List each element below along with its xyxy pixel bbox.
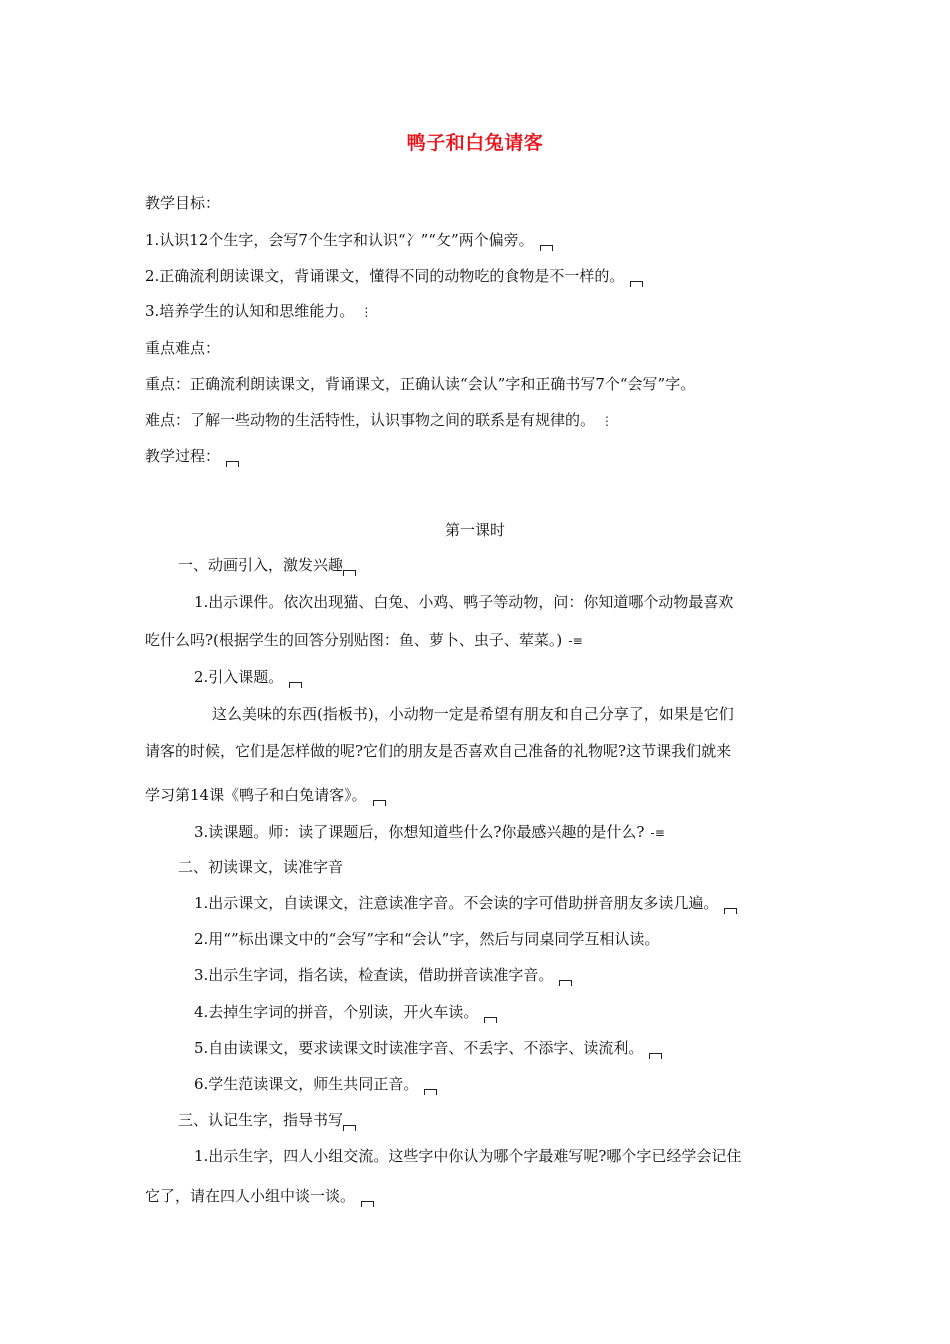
list-item: 6.学生范读课文，师生共同正音。 bbox=[194, 1073, 874, 1095]
section-heading: 三、认记生字，指导书写 bbox=[178, 1109, 858, 1131]
edit-mark-icon bbox=[424, 1089, 437, 1095]
paragraph-line: 它了，请在四人小组中谈一谈。 bbox=[145, 1185, 825, 1207]
list-item: 3.出示生字词，指名读，检查读，借助拼音读准字音。 bbox=[194, 964, 874, 986]
edit-mark-icon bbox=[724, 908, 737, 914]
edit-mark-icon bbox=[361, 1201, 374, 1207]
heading-key-points: 重点难点： bbox=[145, 339, 221, 357]
edit-mark-icon bbox=[226, 461, 239, 467]
dots-mark-icon: ⋮ bbox=[360, 305, 373, 319]
edit-mark-icon bbox=[649, 1053, 662, 1059]
section-heading: 二、初读课文，读准字音 bbox=[178, 858, 344, 876]
list-item: 4.去掉生字词的拼音，个别读，开火车读。 bbox=[194, 1001, 874, 1023]
edit-mark-icon bbox=[373, 800, 386, 806]
key-point-text: 重点：正确流利朗读课文，背诵课文，正确认读“会认”字和正确书写7个“会写”字。 bbox=[145, 375, 696, 393]
edit-mark-icon bbox=[343, 1125, 356, 1131]
lesson-heading: 第一课时 bbox=[444, 521, 505, 539]
paragraph-line: 学习第14课《鸭子和白兔请客》。 bbox=[145, 784, 825, 806]
list-item: 2.用“”标出课文中的“会写”字和“会认”字，然后与同桌同学互相认读。 bbox=[194, 930, 660, 948]
list-item: 5.自由读课文，要求读课文时读准字音、不丢字、不添字、读流利。 bbox=[194, 1037, 874, 1059]
eq-mark-icon: -≡ bbox=[650, 826, 665, 840]
paragraph-line: 这么美味的东西(指板书)，小动物一定是希望有朋友和自己分享了，如果是它们 bbox=[212, 705, 734, 723]
paragraph-line: 1.出示课件。依次出现猫、白兔、小鸡、鸭子等动物，问：你知道哪个动物最喜欢 bbox=[194, 593, 734, 611]
paragraph-line: 3.读课题。师：读了课题后，你想知道些什么?你最感兴趣的是什么? -≡ bbox=[194, 823, 665, 841]
edit-mark-icon bbox=[559, 980, 572, 986]
goal-item: 2.正确流利朗读课文，背诵课文，懂得不同的动物吃的食物是不一样的。 bbox=[145, 265, 825, 287]
edit-mark-icon bbox=[540, 245, 553, 251]
list-item: 1.出示生字，四人小组交流。这些字中你认为哪个字最难写呢?哪个字已经学会记住 bbox=[194, 1147, 742, 1165]
edit-mark-icon bbox=[343, 570, 356, 576]
difficulty-text: 难点：了解一些动物的生活特性，认识事物之间的联系是有规律的。 ⋮ bbox=[145, 411, 614, 429]
edit-mark-icon bbox=[289, 682, 302, 688]
paragraph-line: 2.引入课题。 bbox=[194, 666, 874, 688]
paragraph-line: 请客的时候，它们是怎样做的呢?它们的朋友是否喜欢自己准备的礼物呢?这节课我们就来 bbox=[145, 742, 732, 760]
edit-mark-icon bbox=[630, 281, 643, 287]
paragraph-line: 吃什么吗?(根据学生的回答分别贴图：鱼、萝卜、虫子、荤菜。) -≡ bbox=[145, 631, 583, 649]
goal-item: 3.培养学生的认知和思维能力。 ⋮ bbox=[145, 302, 373, 320]
heading-teaching-goals: 教学目标： bbox=[145, 194, 221, 212]
goal-item: 1.认识12个生字，会写7个生字和认识“冫”“攵”两个偏旁。 bbox=[145, 229, 825, 251]
document-title: 鸭子和白兔请客 bbox=[406, 132, 544, 154]
dots-mark-icon: ⋮ bbox=[601, 414, 614, 428]
list-item: 1.出示课文，自读课文，注意读准字音。不会读的字可借助拼音朋友多读几遍。 bbox=[194, 892, 874, 914]
heading-teaching-process: 教学过程： bbox=[145, 445, 825, 467]
section-heading: 一、动画引入，激发兴趣 bbox=[178, 554, 858, 576]
eq-mark-icon: -≡ bbox=[568, 634, 583, 648]
edit-mark-icon bbox=[484, 1017, 497, 1023]
